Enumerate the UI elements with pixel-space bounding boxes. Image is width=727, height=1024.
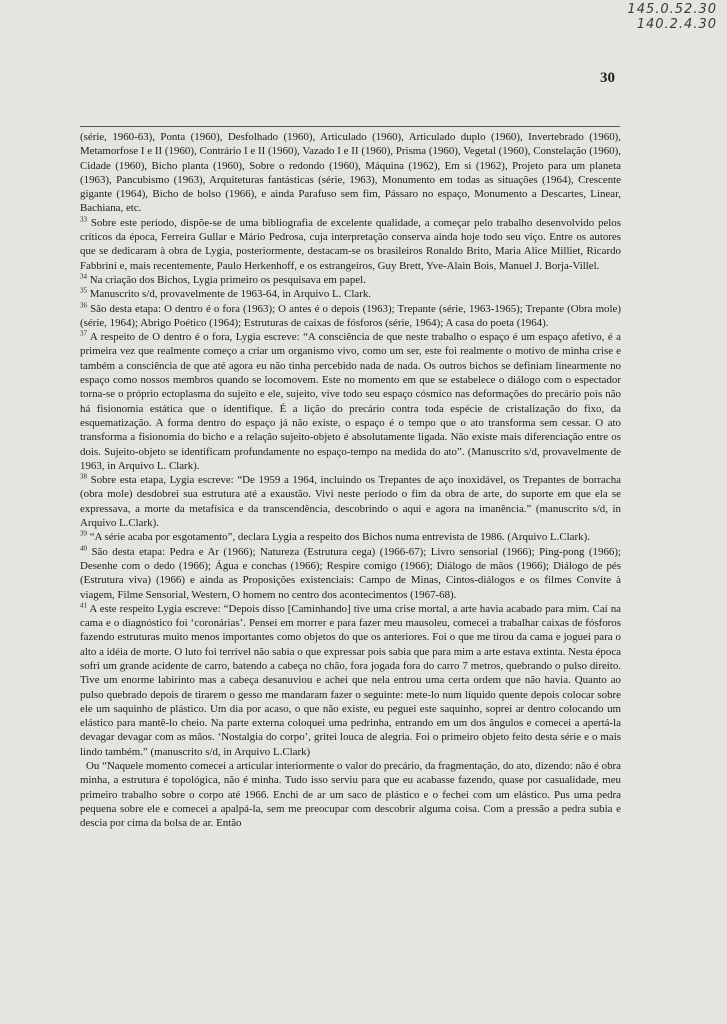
footnote-35 — [80, 287, 621, 301]
footnote-text: São desta etapa: O dentro é o fora (1963); O antes é o depois (1963); Trepante (série, 1963-1965); Trepante (Obra mole) (série, 1964); Abrigo Poético (1964); Estruturas de caixas de fósforos (série, 1964); A casa do poeta (1964). — [80, 302, 621, 329]
footnote-marker: 40 — [80, 543, 87, 552]
footnote-41 — [80, 602, 621, 759]
footnote-text: Manuscrito s/d, provavelmente de 1963-64, in Arquivo L. Clark. — [89, 288, 372, 301]
footnote-continuation — [80, 130, 621, 216]
footnote-marker: 37 — [80, 329, 87, 338]
footnote-text: A respeito de O dentro é o fora, Lygia escreve: “A consciência de que neste trabalho o espaço é um espaço afetivo, é a primeira vez que realmente começo a criar um organismo vivo, como um ser, este foi realmente o motivo de minha crise e também a consciência de que até agora eu não tinha percebido nada de nada. Os outros bichos se definiam linearmente no espaço como nossos membros quando se locomovem. Este no momento em que se estabelece o diálogo com o espectador torna-se o próprio ectoplasma do sujeito e ele, sujeito, vive todo seu espaço cósmico nas deformações do precário pois não há fisionomia estática que o identifique. É a lição do precário contra toda espécie de cristalização do fixo, da esquematização. A forma dentro do espaço já não existe, o espaço é o tempo que o ato transforma sem cessar. O ato transforma a fisionomia do bicho e a relação sujeito-objeto é absolutamente ligada. Não existe mais diferenciação entre os dois. Sujeito-objeto se identificam profundamente no espaço-tempo na medida do ato”. (Manuscrito s/d, provavelmente de 1963, in Arquivo L. Clark). — [80, 331, 621, 472]
footnote-marker: 41 — [80, 601, 87, 610]
footnote-38 — [80, 473, 621, 530]
footnote-36 — [80, 302, 621, 331]
archive-code-2: 140.2.4.30 — [636, 17, 717, 32]
page-number: 30 — [600, 70, 615, 86]
archive-handwritten-codes — [627, 2, 717, 32]
footnote-40 — [80, 545, 621, 602]
footnote-text: (série, 1960-63), Ponta (1960), Desfolhado (1960), Articulado (1960), Articulado duplo (1960), Invertebrado (1960), Metamorfose I e II (1960), Contrário I e II (1960), Vazado I e II (1960), Prisma (1960), Vegetal (1960), Constelação (1960), Cidade (1960), Bicho planta (1960), Sobre o redondo (1960), Máquina (1962), Em si (1962), Projeto para um planeta (1963), Pancubismo (1963), Arquiteturas fantásticas (série, 1963), Monumento em todas as situações (1964), Crescente gigante (1964), Bicho de bolso (1966), e ainda Parafuso sem fim, Pássaro no espaço, Monumento a Descartes, Linear, Bachiana, etc. — [80, 131, 621, 215]
footnote-text: Sobre este período, dispõe-se de uma bibliografia de excelente qualidade, a começar pelo trabalho desenvolvido pelos críticos da época, Ferreira Gullar e Mário Pedrosa, cuja interpretação conserva ainda hoje todo seu viço. Entre os autores que se dedicaram à obra de Lygia, posteriormente, destacam-se os brasileiros Ronaldo Brito, Maria Alice Milliet, Ricardo Fabbrini e, mais recentemente, Paulo Herkenhoff, e os estrangeiros, Guy Brett, Yve-Alain Bois, Manuel J. Borja-Villel. — [80, 216, 621, 272]
footnote-text: Ou “Naquele momento comecei a articular interiormente o valor do precário, da fragmentação, do ato, dizendo: não é obra minha, a estrutura é topológica, não é minha. Tudo isso serviu para que eu acabasse fazendo, quase por casualidade, meu primeiro trabalho sobre o corpo até 1966. Enchi de ar um saco de plástico e o fechei com um elástico. Pus uma pedra pequena sobre ele e comecei a apalpá-la, sem me preocupar com descobrir alguma coisa. Com a pressão a pedra subia e descia por cima da bolsa de ar. Então — [80, 760, 621, 830]
footnote-text: A este respeito Lygia escreve: “Depois disso [Caminhando] tive uma crise mortal, a arte havia acabado para mim. Caí na cama e o diagnóstico foi ‘coronárias’. Pensei em morrer e para fazer meu mausoleu, comecei a trabalhar caixas de fósforos fazendo estruturas muito menos importantes como objetos do que os anteriores. Foi o que me tirou da cama e joguei para o alto a idéia de morte. O luto foi terrível não sabia o que expressar pois sabia que para mim a arte estava extinta. Nesta época sofri um grande acidente de carro, batendo a cabeça no chão, fora jogada fora do carro 7 metros, quebrando o pulso direito. Tive um enorme labirinto mas a cabeça desanuviou e achei que nela entrou uma certa ordem que não havia. Quanto ao pulso quebrado depois de tirarem o gesso me mandaram fazer o seguinte: mete-lo num líquido quente depois colocar sobre ele um saquinho de plástico. Um dia por acaso, o que não existe, eu peguei este saquinho, soprei ar dentro colocando um elástico para mantê-lo cheio. Na parte externa coloquei uma pedrinha, entrando em um dos ângulos e comecei a apertá-la devagar devagar com as mãos. ‘Nostalgia do corpo’, gritei louca de alegria. Foi o primeiro objeto feito desta série e o mais lindo também.” (manuscrito s/d, in Arquivo L.Clark) — [80, 602, 621, 758]
footnote-text: Sobre esta etapa, Lygia escreve: “De 1959 a 1964, incluindo os Trepantes de aço inoxidável, os Trepantes de borracha (obra mole) desdobrei sua estrutura até a exaustão. Vivi neste período o fim da obra de arte, do suporte em que ela se expressava, a morte da metafísica e da transcendência, descobrindo o aqui e agora na imanência.” (manuscrito s/d, in Arquivo L.Clark). — [80, 474, 621, 530]
footnote-39 — [80, 530, 621, 544]
footnote-marker: 39 — [80, 529, 87, 538]
footnote-text: “A série acaba por esgotamento”, declara Lygia a respeito dos Bichos numa entrevista de 1986. (Arquivo L.Clark). — [89, 531, 590, 544]
footnote-marker: 33 — [80, 215, 87, 224]
footnotes-body — [80, 130, 621, 831]
footnote-37 — [80, 330, 621, 473]
footnote-marker: 38 — [80, 472, 87, 481]
footnote-41-continuation — [80, 759, 621, 830]
footnote-text: São desta etapa: Pedra e Ar (1966); Natureza (Estrutura cega) (1966-67); Livro sensorial (1966); Ping-pong (1966); Desenhe com o dedo (1966); Água e conchas (1966); Respire comigo (1966); Diálogo de mãos (1966); Diálogo de pés (Estrutura viva) (1966) e ainda as Proposições existenciais: Campo de Minas, Cintos-diálogos e os filmes Convite à viagem, Filme Sensorial, Western, O homem no centro dos acontecimentos (1967-68). — [80, 545, 621, 601]
footnote-33 — [80, 216, 621, 273]
footnote-marker: 35 — [80, 286, 87, 295]
footnote-marker: 34 — [80, 272, 87, 281]
footnote-marker: 36 — [80, 300, 87, 309]
footnote-34 — [80, 273, 621, 287]
footnote-separator-line — [80, 126, 620, 127]
archive-code-1: 145.0.52.30 — [627, 2, 717, 17]
footnote-text: Na criação dos Bichos, Lygia primeiro os pesquisava em papel. — [89, 273, 366, 286]
